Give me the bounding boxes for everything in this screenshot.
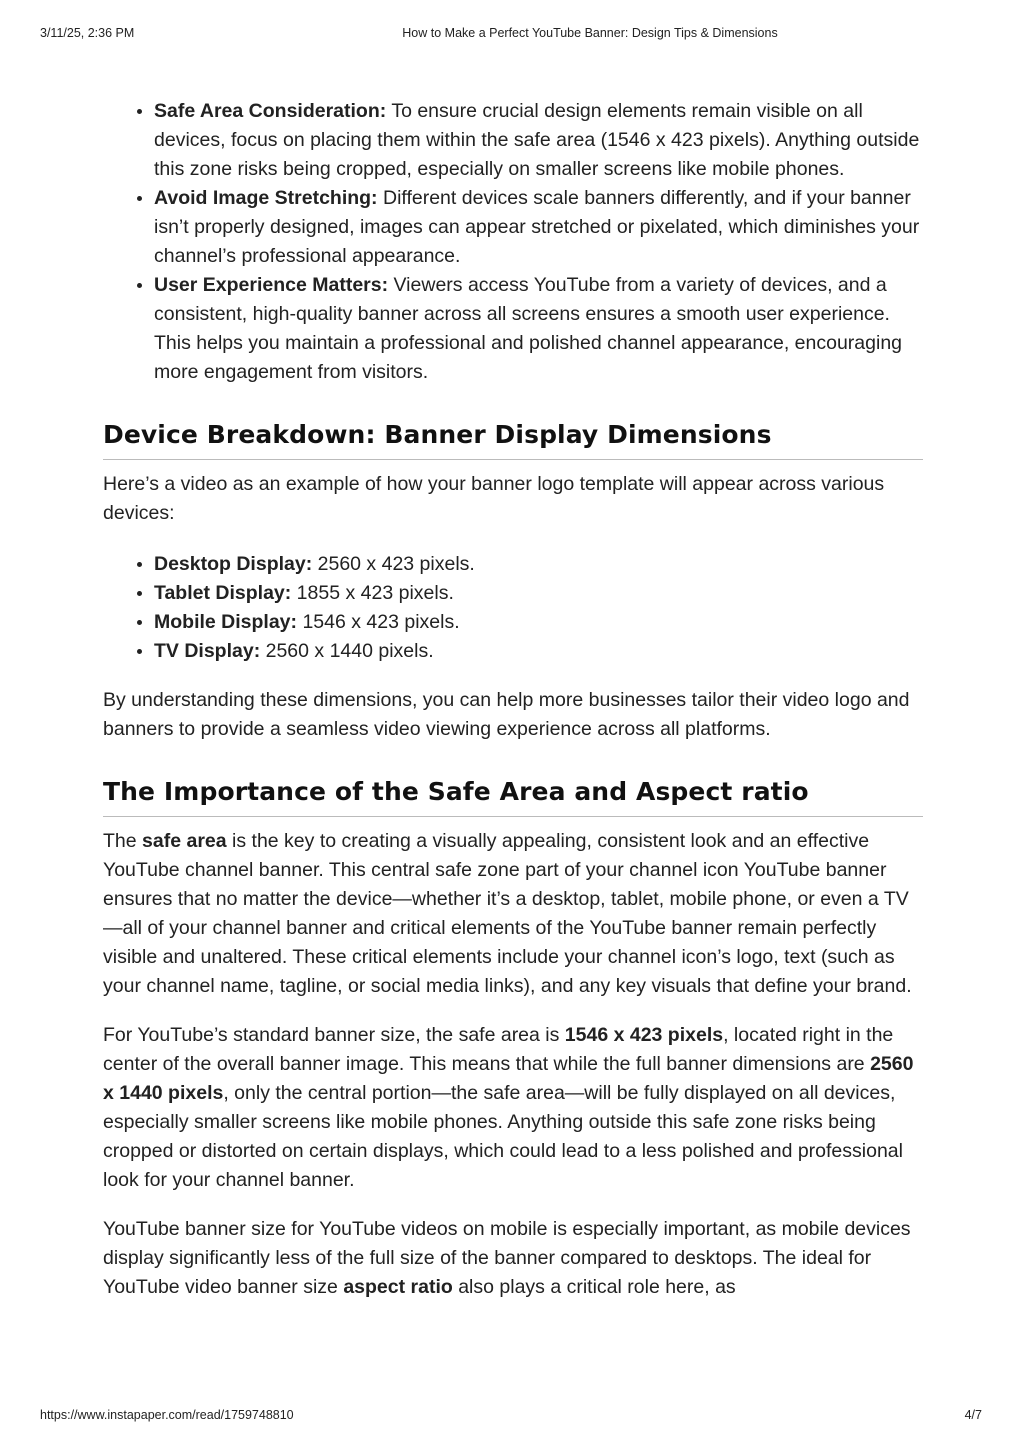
list-item-text: To ensure crucial design elements remain visible on all devices, focus on placing them within the safe area (1546 x 423 pixels). Anything outside this zone risks being cropped, especially on smaller screens like mobile phones. [154, 100, 920, 180]
list-item [154, 637, 923, 666]
bold-term: aspect ratio [343, 1276, 453, 1298]
paragraph-text: also plays a critical role here, as [452, 1276, 736, 1298]
banner-size-paragraph [103, 1021, 923, 1195]
paragraph-text: , located right in the center of the overall banner image. This means that while the full banner dimensions are [103, 1024, 894, 1075]
paragraph-text: For YouTube’s standard banner size, the safe area is [103, 1024, 565, 1046]
safe-area-paragraph [103, 827, 923, 1001]
list-item-text: 1855 x 423 pixels. [291, 582, 454, 604]
design-considerations-list [103, 97, 923, 387]
mobile-banner-paragraph [103, 1215, 923, 1302]
section-heading-safe-area: The Importance of the Safe Area and Aspect ratio [103, 775, 923, 817]
paragraph-text: is the key to creating a visually appealing, consistent look and an effective YouTube channel banner. This central safe zone part of your channel icon YouTube banner ensures that no matter the device—whether it’s a desktop, tablet, mobile phone, or even a TV—all of your channel banner and critical elements of the YouTube banner remain perfectly visible and unaltered. These critical elements include your channel icon’s logo, text (such as your channel name, tagline, or social media links), and any key visuals that define your brand. [103, 830, 912, 997]
section-heading-device-breakdown: Device Breakdown: Banner Display Dimensions [103, 418, 923, 460]
list-item-label: Avoid Image Stretching: [154, 187, 378, 209]
article-body [103, 97, 923, 1302]
print-header [0, 26, 1024, 42]
list-item-text: Different devices scale banners differently, and if your banner isn’t properly designed, images can appear stretched or pixelated, which diminishes your channel’s professional appearance. [154, 187, 920, 267]
page-number: 4/7 [964, 1408, 982, 1422]
list-item-text: Viewers access YouTube from a variety of devices, and a consistent, high-quality banner across all screens ensures a smooth user experience. This helps you maintain a professional and polished channel appearance, encouraging more engagement from visitors. [154, 274, 903, 383]
bold-term: safe area [142, 830, 227, 852]
list-item-label: Safe Area Consideration: [154, 100, 387, 122]
paragraph-text: The [103, 830, 143, 852]
paragraph-text: , only the central portion—the safe area—will be fully displayed on all devices, especially smaller screens like mobile phones. Anything outside this safe zone risks being cropped or distorted on certain displays, which could lead to a less polished and professional look for your channel banner. [103, 1082, 903, 1191]
list-item [154, 608, 923, 637]
list-item [154, 579, 923, 608]
device-outro-paragraph: By understanding these dimensions, you can help more businesses tailor their video logo and banners to provide a seamless video viewing experience across all platforms. [103, 689, 910, 740]
list-item [154, 550, 923, 579]
device-intro-paragraph: Here’s a video as an example of how your banner logo template will appear across various devices: [103, 473, 885, 524]
list-item-label: Desktop Display: [154, 553, 313, 575]
list-item-text: 2560 x 1440 pixels. [260, 640, 434, 662]
print-date: 3/11/25, 2:36 PM [40, 26, 135, 40]
list-item-label: TV Display: [154, 640, 261, 662]
paragraph-text: YouTube banner size for YouTube videos on mobile is especially important, as mobile devices display significantly less of the full size of the banner compared to desktops. The ideal for YouTube video banner size [103, 1218, 911, 1298]
list-item [154, 184, 923, 271]
list-item-text: 2560 x 423 pixels. [312, 553, 475, 575]
list-item-label: Tablet Display: [154, 582, 292, 604]
device-dimensions-list [103, 550, 923, 666]
list-item-label: User Experience Matters: [154, 274, 389, 296]
bold-term: 1546 x 423 pixels [564, 1024, 724, 1046]
list-item-text: 1546 x 423 pixels. [297, 611, 460, 633]
print-page-title: How to Make a Perfect YouTube Banner: Design Tips & Dimensions [402, 26, 778, 40]
list-item-label: Mobile Display: [154, 611, 298, 633]
list-item [154, 97, 923, 184]
source-url: https://www.instapaper.com/read/1759748810 [40, 1408, 294, 1422]
bold-term: 2560 x 1440 pixels [103, 1053, 914, 1104]
print-footer [0, 1408, 1024, 1424]
list-item [154, 271, 923, 387]
